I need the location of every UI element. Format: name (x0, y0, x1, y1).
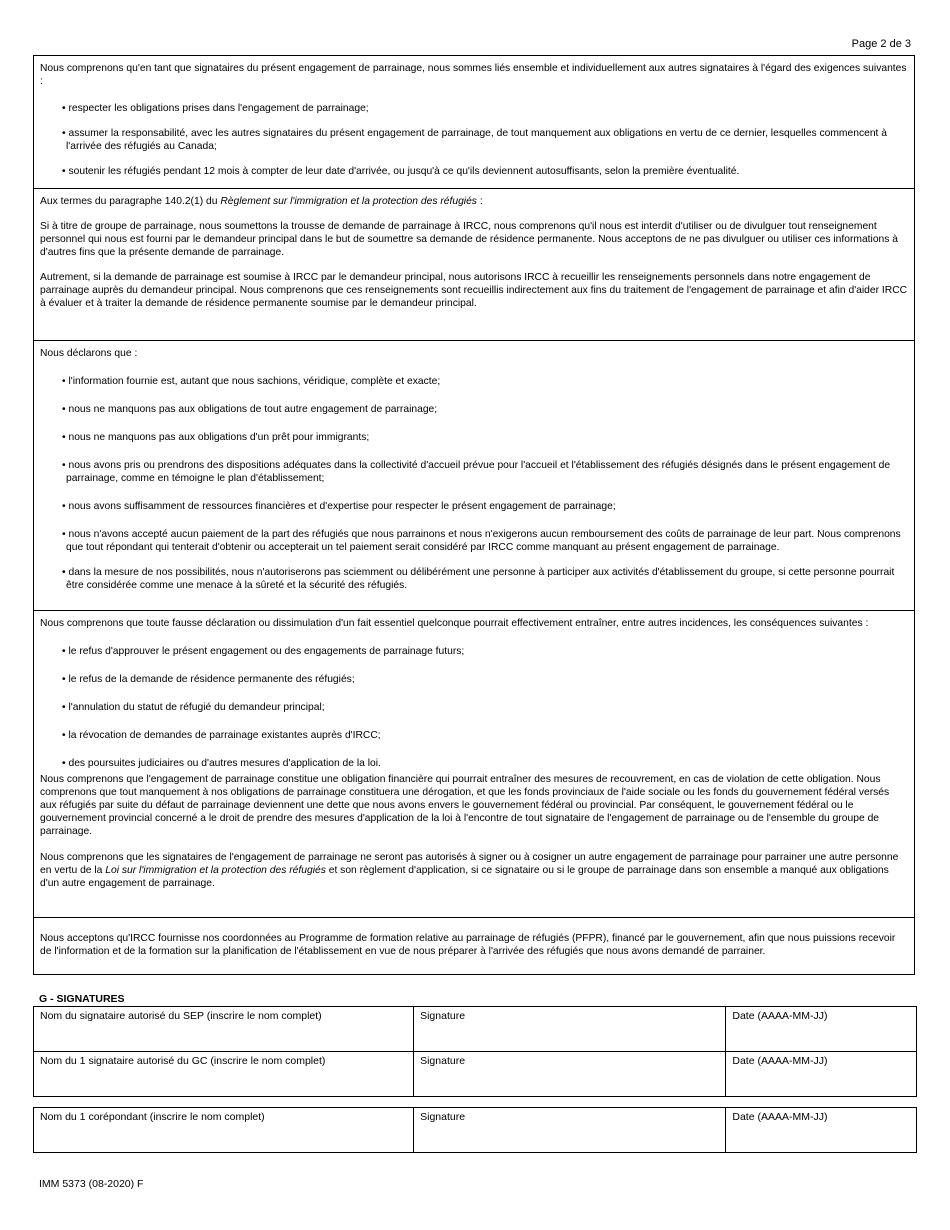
section-intro: Nous comprenons que toute fausse déclaration ou dissimulation d'un fait essentiel quelconque pourrait effectivement entraîner, entre autres incidences, les conséquences suivantes : (40, 618, 869, 629)
joint-obligations-section (34, 56, 914, 189)
table-row (34, 1108, 917, 1153)
signature-field[interactable]: Signature (414, 1052, 726, 1097)
list-item: • nous avons suffisamment de ressources financières et d'expertise pour respecter le présent engagement de parrainage; (40, 500, 908, 513)
cosponsor-name-field[interactable]: Nom du 1 corépondant (inscrire le nom complet) (34, 1108, 414, 1153)
page-number: Page 2 de 3 (851, 38, 911, 50)
section-intro: Aux termes du paragraphe 140.2(1) du Règlement sur l'immigration et la protection des réfugiés : (40, 196, 483, 207)
list-item: • assumer la responsabilité, avec les autres signataires du présent engagement de parrainage, de tout manquement aux obligations en vertu de ce dernier, lesquelles commencent à l'arrivée des réfugiés au Canada; (40, 127, 908, 153)
list-item: • le refus de la demande de résidence permanente des réfugiés; (40, 673, 908, 686)
list-item: • l'annulation du statut de réfugié du demandeur principal; (40, 701, 908, 714)
privacy-section (34, 189, 914, 341)
list-item: • le refus d'approuver le présent engagement ou des engagements de parrainage futurs; (40, 645, 908, 658)
declarations-box (33, 55, 915, 975)
signatory-name-field[interactable]: Nom du 1 signataire autorisé du GC (inscrire le nom complet) (34, 1052, 414, 1097)
paragraph: Nous acceptons qu'IRCC fournisse nos coordonnées au Programme de formation relative au parrainage de réfugiés (PFPR), financé par le gouvernement, afin que nous puissions recevoir de l'information et de la formation sur la planification de l'établissement en vue de nous préparer à l'arrivée des réfugiés que nous avons demandé de parrainer. (40, 933, 896, 957)
paragraph: Nous comprenons que l'engagement de parrainage constitue une obligation financière qui pourrait entraîner des mesures de recouvrement, en cas de violation de cette obligation. Nous comprenons que tout manquement à nos obligations de parrainage constituera une dérogation, et que les fonds provinciaux de l'aide sociale ou les fonds du gouvernement fédéral versés aux réfugiés par suite du défaut de parrainage deviennent une dette que nous avons envers le gouvernement fédéral ou provincial. Par conséquent, le gouvernement fédéral ou le gouvernement provincial concerné a le droit de prendre des mesures d'application de la loi à l'encontre de tout signataire de l'engagement de parrainage ou de l'ensemble du groupe de parrainage. (40, 774, 890, 837)
list-item: • nous ne manquons pas aux obligations d'un prêt pour immigrants; (40, 431, 908, 444)
signatory-name-field[interactable]: Nom du signataire autorisé du SEP (inscrire le nom complet) (34, 1007, 414, 1052)
list-item: • nous n'avons accepté aucun paiement de la part des réfugiés que nous parrainons et nous n'exigerons aucun remboursement des coûts de parrainage de leur part. Nous comprenons que tout répondant qui tenterait d'obtenir ou accepterait un tel paiement serait considéré par IRCC comme manquant au présent engagement de parrainage. (40, 528, 908, 554)
section-title: G - SIGNATURES (39, 993, 125, 1005)
signature-field[interactable]: Signature (414, 1007, 726, 1052)
signature-field[interactable]: Signature (414, 1108, 726, 1153)
list-item: • des poursuites judiciaires ou d'autres mesures d'application de la loi. (40, 757, 908, 770)
date-field[interactable]: Date (AAAA-MM-JJ) (726, 1007, 917, 1052)
list-item: • respecter les obligations prises dans l'engagement de parrainage; (40, 102, 908, 115)
list-item: • nous ne manquons pas aux obligations de tout autre engagement de parrainage; (40, 403, 908, 416)
list-item: • dans la mesure de nos possibilités, nous n'autoriserons pas sciemment ou délibérément une personne à participer aux activités d'établissement du groupe, si cette personne pourrait être considérée comme une menace à la sûreté et la sécurité des réfugiés. (40, 566, 908, 592)
list-item: • l'information fournie est, autant que nous sachions, véridique, complète et exacte; (40, 375, 908, 388)
paragraph: Nous comprenons que les signataires de l'engagement de parrainage ne seront pas autorisés à signer ou à cosigner un autre engagement de parrainage pour parrainer une autre personne en vertu de la Loi sur l'immigration et la protection des réfugiés et son règlement d'application, si ce signataire ou si le groupe de parrainage dans son ensemble a manqué aux obligations d'un autre engagement de parrainage. (40, 852, 899, 889)
paragraph: Si à titre de groupe de parrainage, nous soumettons la trousse de demande de parrainage à IRCC, nous comprenons qu'il nous est interdit d'utiliser ou de divulguer tout renseignement personnel qui nous est fourni par le demandeur principal dans le but de soumettre sa demande de résidence permanente. Nous acceptons de ne pas divulguer ou utiliser ces informations à d'autres fins que la présente demande de parrainage. (40, 221, 899, 258)
list-item: • soutenir les réfugiés pendant 12 mois à compter de leur date d'arrivée, ou jusqu'à ce qu'ils deviennent autosuffisants, selon la première éventualité. (40, 165, 908, 178)
section-intro: Nous déclarons que : (40, 348, 138, 359)
table-row (34, 1052, 917, 1097)
signature-table (33, 1006, 917, 1097)
declaration-section (34, 341, 914, 611)
table-row (34, 1007, 917, 1052)
list-item: • nous avons pris ou prendrons des dispositions adéquates dans la collectivité d'accueil prévue pour l'accueil et l'établissement des réfugiés désignés dans le présent engagement de parrainage, comme en témoigne le plan d'établissement; (40, 459, 908, 485)
consequences-section (34, 611, 914, 918)
cosponsor-signature-table (33, 1107, 917, 1153)
paragraph: Autrement, si la demande de parrainage est soumise à IRCC par le demandeur principal, nous autorisons IRCC à recueillir les renseignements personnels dans notre engagement de parrainage auprès du demandeur principal. Nous comprenons que ces renseignements sont recueillis indirectement aux fins du traitement de l'engagement de parrainage et afin d'aider IRCC à évaluer et à traiter la demande de résidence permanente soumise par le demandeur principal. (40, 272, 908, 309)
list-item: • la révocation de demandes de parrainage existantes auprès d'IRCC; (40, 729, 908, 742)
date-field[interactable]: Date (AAAA-MM-JJ) (726, 1052, 917, 1097)
date-field[interactable]: Date (AAAA-MM-JJ) (726, 1108, 917, 1153)
form-code: IMM 5373 (08-2020) F (39, 1178, 144, 1190)
section-intro: Nous comprenons qu'en tant que signataires du présent engagement de parrainage, nous sommes liés ensemble et individuellement aux autres signataires à l'égard des exigences suivantes : (40, 63, 907, 87)
training-consent-section (34, 918, 914, 975)
